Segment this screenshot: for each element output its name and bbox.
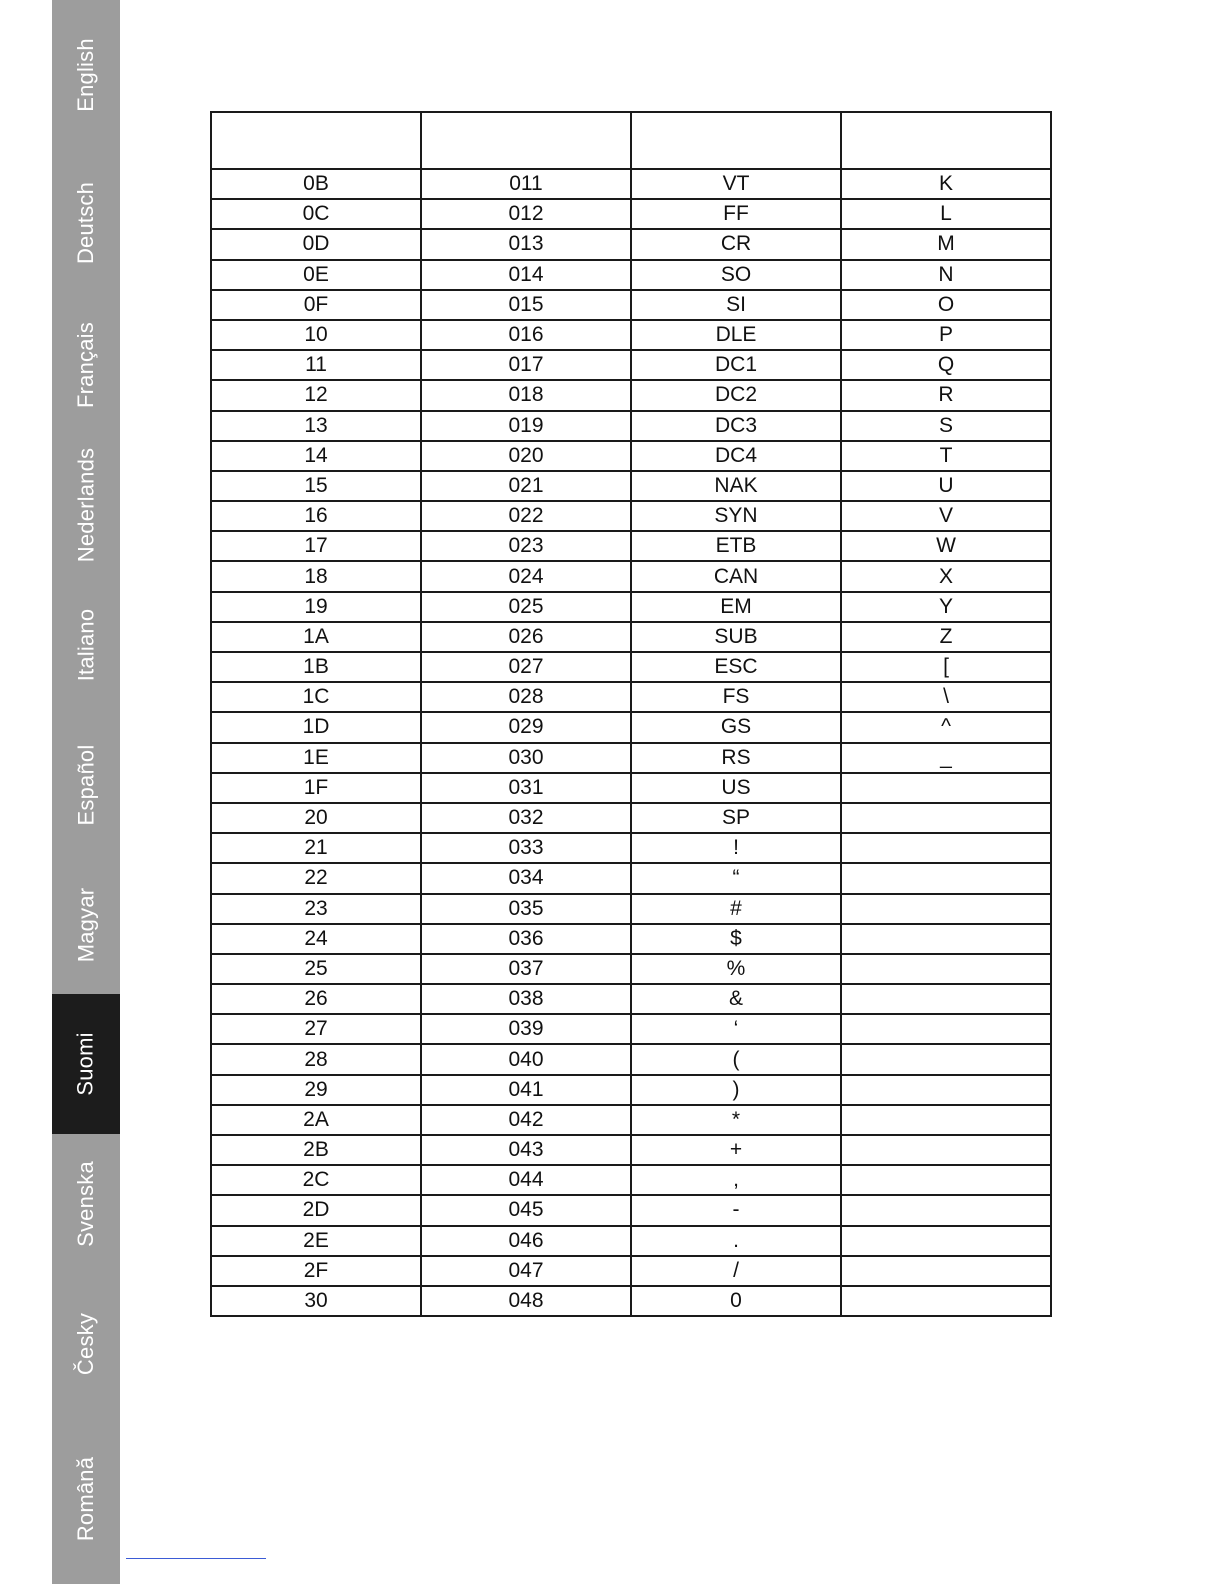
- tab-label: Nederlands: [73, 447, 99, 563]
- table-row: [211, 652, 1051, 682]
- hex-cell: 1C: [211, 682, 421, 712]
- char-cell-2: [841, 1044, 1051, 1074]
- tab-label: Deutsch: [73, 181, 99, 264]
- char-cell: SI: [631, 290, 841, 320]
- language-sidebar: [52, 0, 120, 1584]
- char-cell: !: [631, 833, 841, 863]
- table-row: [211, 1014, 1051, 1044]
- char-cell-2: [841, 863, 1051, 893]
- char-cell: US: [631, 773, 841, 803]
- char-cell: -: [631, 1195, 841, 1225]
- hex-cell: 0B: [211, 169, 421, 199]
- char-cell: SP: [631, 803, 841, 833]
- hex-cell: 10: [211, 320, 421, 350]
- dec-cell: 046: [421, 1226, 631, 1256]
- tab-deutsch[interactable]: [52, 150, 120, 295]
- char-cell: ,: [631, 1165, 841, 1195]
- dec-cell: 026: [421, 622, 631, 652]
- char-cell: VT: [631, 169, 841, 199]
- table-row: [211, 561, 1051, 591]
- dec-cell: 020: [421, 441, 631, 471]
- dec-cell: 040: [421, 1044, 631, 1074]
- dec-cell: 013: [421, 229, 631, 259]
- dec-cell: 014: [421, 260, 631, 290]
- dec-cell: 015: [421, 290, 631, 320]
- table-row: [211, 924, 1051, 954]
- table-row: [211, 863, 1051, 893]
- tab-label: Italiano: [73, 608, 99, 682]
- char-cell-2: [841, 773, 1051, 803]
- dec-cell: 033: [421, 833, 631, 863]
- char-cell: +: [631, 1135, 841, 1165]
- char-cell-2: [841, 984, 1051, 1014]
- char-cell-2: [841, 1226, 1051, 1256]
- char-cell: FF: [631, 199, 841, 229]
- char-cell-2: V: [841, 501, 1051, 531]
- char-cell-2: Y: [841, 592, 1051, 622]
- dec-cell: 031: [421, 773, 631, 803]
- hex-cell: 0D: [211, 229, 421, 259]
- tab-label: Français: [73, 322, 98, 408]
- table-row: [211, 622, 1051, 652]
- table-row: [211, 1135, 1051, 1165]
- hex-cell: 2F: [211, 1256, 421, 1286]
- table-row: [211, 592, 1051, 622]
- dec-cell: 027: [421, 652, 631, 682]
- hex-cell: 27: [211, 1014, 421, 1044]
- char-cell-2: W: [841, 531, 1051, 561]
- table-row: [211, 471, 1051, 501]
- dec-cell: 022: [421, 501, 631, 531]
- table-row: [211, 290, 1051, 320]
- tab-label: Español: [73, 744, 98, 826]
- dec-cell: 028: [421, 682, 631, 712]
- tab-label: Svenska: [73, 1161, 98, 1247]
- char-cell-2: ^: [841, 712, 1051, 742]
- dec-cell: 023: [421, 531, 631, 561]
- table-row: [211, 229, 1051, 259]
- char-cell: &: [631, 984, 841, 1014]
- char-cell: %: [631, 954, 841, 984]
- char-cell: (: [631, 1044, 841, 1074]
- hex-cell: 2D: [211, 1195, 421, 1225]
- dec-cell: 030: [421, 743, 631, 773]
- char-cell: DC2: [631, 380, 841, 410]
- dec-cell: 039: [421, 1014, 631, 1044]
- header-cell: [631, 112, 841, 169]
- table-row: [211, 954, 1051, 984]
- dec-cell: 016: [421, 320, 631, 350]
- dec-cell: 021: [421, 471, 631, 501]
- char-cell-2: [841, 1135, 1051, 1165]
- char-cell-2: Q: [841, 350, 1051, 380]
- char-cell: 0: [631, 1286, 841, 1316]
- table-row: [211, 380, 1051, 410]
- tab-nederlands[interactable]: [52, 435, 120, 575]
- char-cell: RS: [631, 743, 841, 773]
- dec-cell: 018: [421, 380, 631, 410]
- tab-label: Magyar: [73, 887, 98, 962]
- dec-cell: 029: [421, 712, 631, 742]
- char-cell: EM: [631, 592, 841, 622]
- char-cell: SYN: [631, 501, 841, 531]
- char-cell-2: [841, 954, 1051, 984]
- hex-cell: 2B: [211, 1135, 421, 1165]
- char-cell: DC4: [631, 441, 841, 471]
- char-cell-2: [841, 1105, 1051, 1135]
- tab-romana[interactable]: [52, 1414, 120, 1584]
- char-cell-2: \: [841, 682, 1051, 712]
- dec-cell: 038: [421, 984, 631, 1014]
- char-cell-2: L: [841, 199, 1051, 229]
- char-cell: *: [631, 1105, 841, 1135]
- char-cell-2: [841, 1195, 1051, 1225]
- hex-cell: 1E: [211, 743, 421, 773]
- char-cell-2: [841, 803, 1051, 833]
- tab-espanol[interactable]: [52, 715, 120, 855]
- tab-svenska[interactable]: [52, 1134, 120, 1274]
- header-cell: [421, 112, 631, 169]
- char-cell: /: [631, 1256, 841, 1286]
- table-row: [211, 682, 1051, 712]
- dec-cell: 044: [421, 1165, 631, 1195]
- char-cell-2: S: [841, 411, 1051, 441]
- dec-cell: 025: [421, 592, 631, 622]
- table-row: [211, 1226, 1051, 1256]
- char-cell: FS: [631, 682, 841, 712]
- hex-cell: 23: [211, 894, 421, 924]
- char-cell: CAN: [631, 561, 841, 591]
- char-cell-2: P: [841, 320, 1051, 350]
- char-cell: SO: [631, 260, 841, 290]
- dec-cell: 035: [421, 894, 631, 924]
- char-cell-2: M: [841, 229, 1051, 259]
- hex-cell: 24: [211, 924, 421, 954]
- table-row: [211, 773, 1051, 803]
- hex-cell: 1F: [211, 773, 421, 803]
- table-header-row: [211, 112, 1051, 169]
- hex-cell: 30: [211, 1286, 421, 1316]
- table-row: [211, 894, 1051, 924]
- table-row: [211, 1286, 1051, 1316]
- char-cell-2: [841, 1256, 1051, 1286]
- table-row: [211, 411, 1051, 441]
- dec-cell: 042: [421, 1105, 631, 1135]
- table-row: [211, 1075, 1051, 1105]
- hex-cell: 1A: [211, 622, 421, 652]
- char-cell: #: [631, 894, 841, 924]
- hex-cell: 28: [211, 1044, 421, 1074]
- table-row: [211, 441, 1051, 471]
- hex-cell: 21: [211, 833, 421, 863]
- tab-cesky[interactable]: [52, 1274, 120, 1414]
- table-row: [211, 531, 1051, 561]
- table-row: [211, 260, 1051, 290]
- dec-cell: 036: [421, 924, 631, 954]
- table-row: [211, 1044, 1051, 1074]
- char-cell: .: [631, 1226, 841, 1256]
- char-cell: DC3: [631, 411, 841, 441]
- char-cell: ‘: [631, 1014, 841, 1044]
- header-cell: [211, 112, 421, 169]
- char-cell-2: N: [841, 260, 1051, 290]
- char-cell-2: [841, 894, 1051, 924]
- dec-cell: 024: [421, 561, 631, 591]
- char-cell: SUB: [631, 622, 841, 652]
- hex-cell: 18: [211, 561, 421, 591]
- char-cell: ): [631, 1075, 841, 1105]
- table-row: [211, 984, 1051, 1014]
- char-cell-2: K: [841, 169, 1051, 199]
- hex-cell: 1B: [211, 652, 421, 682]
- hex-cell: 2C: [211, 1165, 421, 1195]
- dec-cell: 037: [421, 954, 631, 984]
- dec-cell: 034: [421, 863, 631, 893]
- hex-cell: 17: [211, 531, 421, 561]
- char-cell-2: [841, 1075, 1051, 1105]
- char-cell-2: X: [841, 561, 1051, 591]
- hex-cell: 11: [211, 350, 421, 380]
- char-cell: CR: [631, 229, 841, 259]
- footer-rule: [126, 1558, 266, 1559]
- hex-cell: 2A: [211, 1105, 421, 1135]
- char-cell: ETB: [631, 531, 841, 561]
- hex-cell: 25: [211, 954, 421, 984]
- tab-label: English: [73, 38, 98, 112]
- hex-cell: 2E: [211, 1226, 421, 1256]
- hex-cell: 14: [211, 441, 421, 471]
- char-cell: ESC: [631, 652, 841, 682]
- dec-cell: 043: [421, 1135, 631, 1165]
- char-cell-2: [841, 833, 1051, 863]
- char-cell-2: Z: [841, 622, 1051, 652]
- table-row: [211, 1105, 1051, 1135]
- char-cell: $: [631, 924, 841, 954]
- table-row: [211, 1165, 1051, 1195]
- char-cell: “: [631, 863, 841, 893]
- hex-cell: 0E: [211, 260, 421, 290]
- hex-cell: 29: [211, 1075, 421, 1105]
- char-cell-2: U: [841, 471, 1051, 501]
- dec-cell: 045: [421, 1195, 631, 1225]
- table-row: [211, 833, 1051, 863]
- dec-cell: 019: [421, 411, 631, 441]
- hex-cell: 26: [211, 984, 421, 1014]
- tab-magyar[interactable]: [52, 855, 120, 994]
- hex-cell: 15: [211, 471, 421, 501]
- char-cell: GS: [631, 712, 841, 742]
- char-cell-2: [: [841, 652, 1051, 682]
- table-row: [211, 169, 1051, 199]
- char-cell: DC1: [631, 350, 841, 380]
- table-row: [211, 1195, 1051, 1225]
- tab-label: Suomi: [72, 1032, 98, 1096]
- table-row: [211, 501, 1051, 531]
- table-row: [211, 712, 1051, 742]
- table-row: [211, 1256, 1051, 1286]
- char-cell: NAK: [631, 471, 841, 501]
- tab-suomi[interactable]: [52, 994, 120, 1134]
- tab-label: Română: [73, 1456, 99, 1542]
- hex-cell: 22: [211, 863, 421, 893]
- hex-cell: 0C: [211, 199, 421, 229]
- dec-cell: 011: [421, 169, 631, 199]
- dec-cell: 017: [421, 350, 631, 380]
- hex-cell: 1D: [211, 712, 421, 742]
- table-row: [211, 320, 1051, 350]
- hex-cell: 13: [211, 411, 421, 441]
- tab-english[interactable]: [52, 0, 120, 150]
- dec-cell: 032: [421, 803, 631, 833]
- hex-cell: 0F: [211, 290, 421, 320]
- dec-cell: 012: [421, 199, 631, 229]
- char-cell-2: R: [841, 380, 1051, 410]
- char-cell-2: T: [841, 441, 1051, 471]
- table-row: [211, 743, 1051, 773]
- dec-cell: 041: [421, 1075, 631, 1105]
- dec-cell: 048: [421, 1286, 631, 1316]
- hex-cell: 12: [211, 380, 421, 410]
- tab-label: Česky: [73, 1312, 98, 1376]
- table-row: [211, 199, 1051, 229]
- hex-cell: 16: [211, 501, 421, 531]
- char-cell-2: [841, 1014, 1051, 1044]
- char-cell-2: [841, 1165, 1051, 1195]
- hex-cell: 20: [211, 803, 421, 833]
- char-cell: DLE: [631, 320, 841, 350]
- hex-cell: 19: [211, 592, 421, 622]
- table-row: [211, 803, 1051, 833]
- char-cell-2: O: [841, 290, 1051, 320]
- header-cell: [841, 112, 1051, 169]
- char-cell-2: [841, 924, 1051, 954]
- ascii-code-table: [210, 111, 1052, 1317]
- dec-cell: 047: [421, 1256, 631, 1286]
- tab-italiano[interactable]: [52, 575, 120, 715]
- char-cell-2: _: [841, 743, 1051, 773]
- tab-francais[interactable]: [52, 295, 120, 435]
- char-cell-2: [841, 1286, 1051, 1316]
- table-row: [211, 350, 1051, 380]
